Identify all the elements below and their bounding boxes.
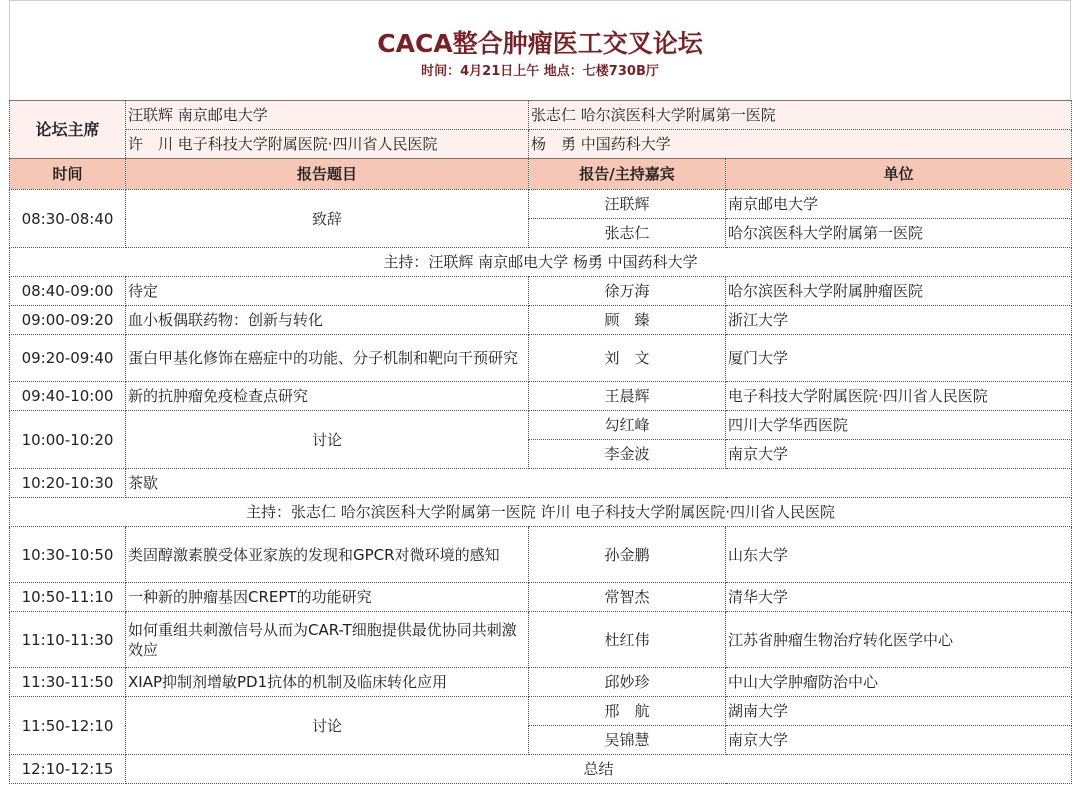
session-speaker: 李金波 bbox=[529, 440, 726, 469]
session-unit: 浙江大学 bbox=[726, 306, 1072, 335]
session-speaker: 邢 航 bbox=[529, 697, 726, 726]
session-speaker: 常智杰 bbox=[529, 583, 726, 612]
session-unit: 南京大学 bbox=[726, 440, 1072, 469]
table-row bbox=[10, 335, 1072, 382]
table-row bbox=[10, 612, 1072, 668]
column-header-unit: 单位 bbox=[726, 159, 1072, 190]
session-topic: 如何重组共刺激信号从而为CAR-T细胞提供最优协同共刺激效应 bbox=[126, 612, 529, 668]
session-time: 10:30-10:50 bbox=[10, 527, 126, 583]
session-topic: 待定 bbox=[126, 277, 529, 306]
session-topic: 类固醇激素膜受体亚家族的发现和GPCR对微环境的感知 bbox=[126, 527, 529, 583]
session-speaker: 刘 文 bbox=[529, 335, 726, 382]
session-topic: 致辞 bbox=[126, 190, 529, 248]
session-speaker: 张志仁 bbox=[529, 219, 726, 248]
session-topic: 血小板偶联药物：创新与转化 bbox=[126, 306, 529, 335]
session-speaker: 杜红伟 bbox=[529, 612, 726, 668]
column-header-speaker: 报告/主持嘉宾 bbox=[529, 159, 726, 190]
table-row bbox=[10, 277, 1072, 306]
column-header-time: 时间 bbox=[10, 159, 126, 190]
agenda-header bbox=[9, 0, 1071, 100]
session-unit: 江苏省肿瘤生物治疗转化医学中心 bbox=[726, 612, 1072, 668]
session-unit: 南京邮电大学 bbox=[726, 190, 1072, 219]
table-row bbox=[10, 306, 1072, 335]
chair-item: 许 川 电子科技大学附属医院·四川省人民医院 bbox=[126, 130, 529, 159]
session-topic: 讨论 bbox=[126, 697, 529, 755]
session-unit: 厦门大学 bbox=[726, 335, 1072, 382]
session-time: 09:20-09:40 bbox=[10, 335, 126, 382]
session-unit: 山东大学 bbox=[726, 527, 1072, 583]
session-unit: 中山大学肿瘤防治中心 bbox=[726, 668, 1072, 697]
table-row bbox=[10, 527, 1072, 583]
session-time: 10:00-10:20 bbox=[10, 411, 126, 469]
table-row bbox=[10, 755, 1072, 784]
session-host: 主持：汪联辉 南京邮电大学 杨勇 中国药科大学 bbox=[10, 248, 1072, 277]
session-unit: 南京大学 bbox=[726, 726, 1072, 755]
agenda-sheet bbox=[9, 0, 1071, 805]
session-topic: 蛋白甲基化修饰在癌症中的功能、分子机制和靶向干预研究 bbox=[126, 335, 529, 382]
session-unit: 四川大学华西医院 bbox=[726, 411, 1072, 440]
session-unit: 电子科技大学附属医院·四川省人民医院 bbox=[726, 382, 1072, 411]
chair-label: 论坛主席 bbox=[10, 101, 126, 159]
session-speaker: 勾红峰 bbox=[529, 411, 726, 440]
session-time: 10:50-11:10 bbox=[10, 583, 126, 612]
session-unit: 哈尔滨医科大学附属第一医院 bbox=[726, 219, 1072, 248]
chair-row bbox=[10, 130, 1072, 159]
session-time: 09:40-10:00 bbox=[10, 382, 126, 411]
chair-row bbox=[10, 101, 1072, 130]
session-time: 11:30-11:50 bbox=[10, 668, 126, 697]
session-time: 08:40-09:00 bbox=[10, 277, 126, 306]
session-topic: 总结 bbox=[126, 755, 1072, 784]
table-row bbox=[10, 382, 1072, 411]
host-row bbox=[10, 498, 1072, 527]
page-subtitle: 时间：4月21日上午 地点：七楼730B厅 bbox=[421, 64, 659, 79]
session-topic: 新的抗肿瘤免疫检查点研究 bbox=[126, 382, 529, 411]
session-speaker: 汪联辉 bbox=[529, 190, 726, 219]
session-speaker: 顾 臻 bbox=[529, 306, 726, 335]
column-header-topic: 报告题目 bbox=[126, 159, 529, 190]
host-row bbox=[10, 248, 1072, 277]
session-topic: XIAP抑制剂增敏PD1抗体的机制及临床转化应用 bbox=[126, 668, 529, 697]
session-time: 10:20-10:30 bbox=[10, 469, 126, 498]
session-time: 11:50-12:10 bbox=[10, 697, 126, 755]
session-speaker: 邱妙珍 bbox=[529, 668, 726, 697]
session-speaker: 徐万海 bbox=[529, 277, 726, 306]
agenda-table bbox=[9, 100, 1072, 784]
chair-item: 杨 勇 中国药科大学 bbox=[529, 130, 1072, 159]
session-unit: 湖南大学 bbox=[726, 697, 1072, 726]
session-speaker: 孙金鹏 bbox=[529, 527, 726, 583]
session-host: 主持：张志仁 哈尔滨医科大学附属第一医院 许川 电子科技大学附属医院·四川省人民医院 bbox=[10, 498, 1072, 527]
table-row bbox=[10, 190, 1072, 219]
table-row bbox=[10, 668, 1072, 697]
session-time: 09:00-09:20 bbox=[10, 306, 126, 335]
page-title: CACA整合肿瘤医工交叉论坛 bbox=[377, 29, 703, 58]
session-unit: 哈尔滨医科大学附属肿瘤医院 bbox=[726, 277, 1072, 306]
table-row bbox=[10, 411, 1072, 440]
session-topic: 一种新的肿瘤基因CREPT的功能研究 bbox=[126, 583, 529, 612]
session-time: 12:10-12:15 bbox=[10, 755, 126, 784]
table-header-row bbox=[10, 159, 1072, 190]
session-unit: 清华大学 bbox=[726, 583, 1072, 612]
session-time: 11:10-11:30 bbox=[10, 612, 126, 668]
chair-item: 汪联辉 南京邮电大学 bbox=[126, 101, 529, 130]
table-row bbox=[10, 697, 1072, 726]
session-topic: 讨论 bbox=[126, 411, 529, 469]
table-row bbox=[10, 583, 1072, 612]
chair-item: 张志仁 哈尔滨医科大学附属第一医院 bbox=[529, 101, 1072, 130]
session-speaker: 吴锦慧 bbox=[529, 726, 726, 755]
table-row bbox=[10, 469, 1072, 498]
session-speaker: 王晨辉 bbox=[529, 382, 726, 411]
session-time: 08:30-08:40 bbox=[10, 190, 126, 248]
session-topic: 茶歇 bbox=[126, 469, 1072, 498]
